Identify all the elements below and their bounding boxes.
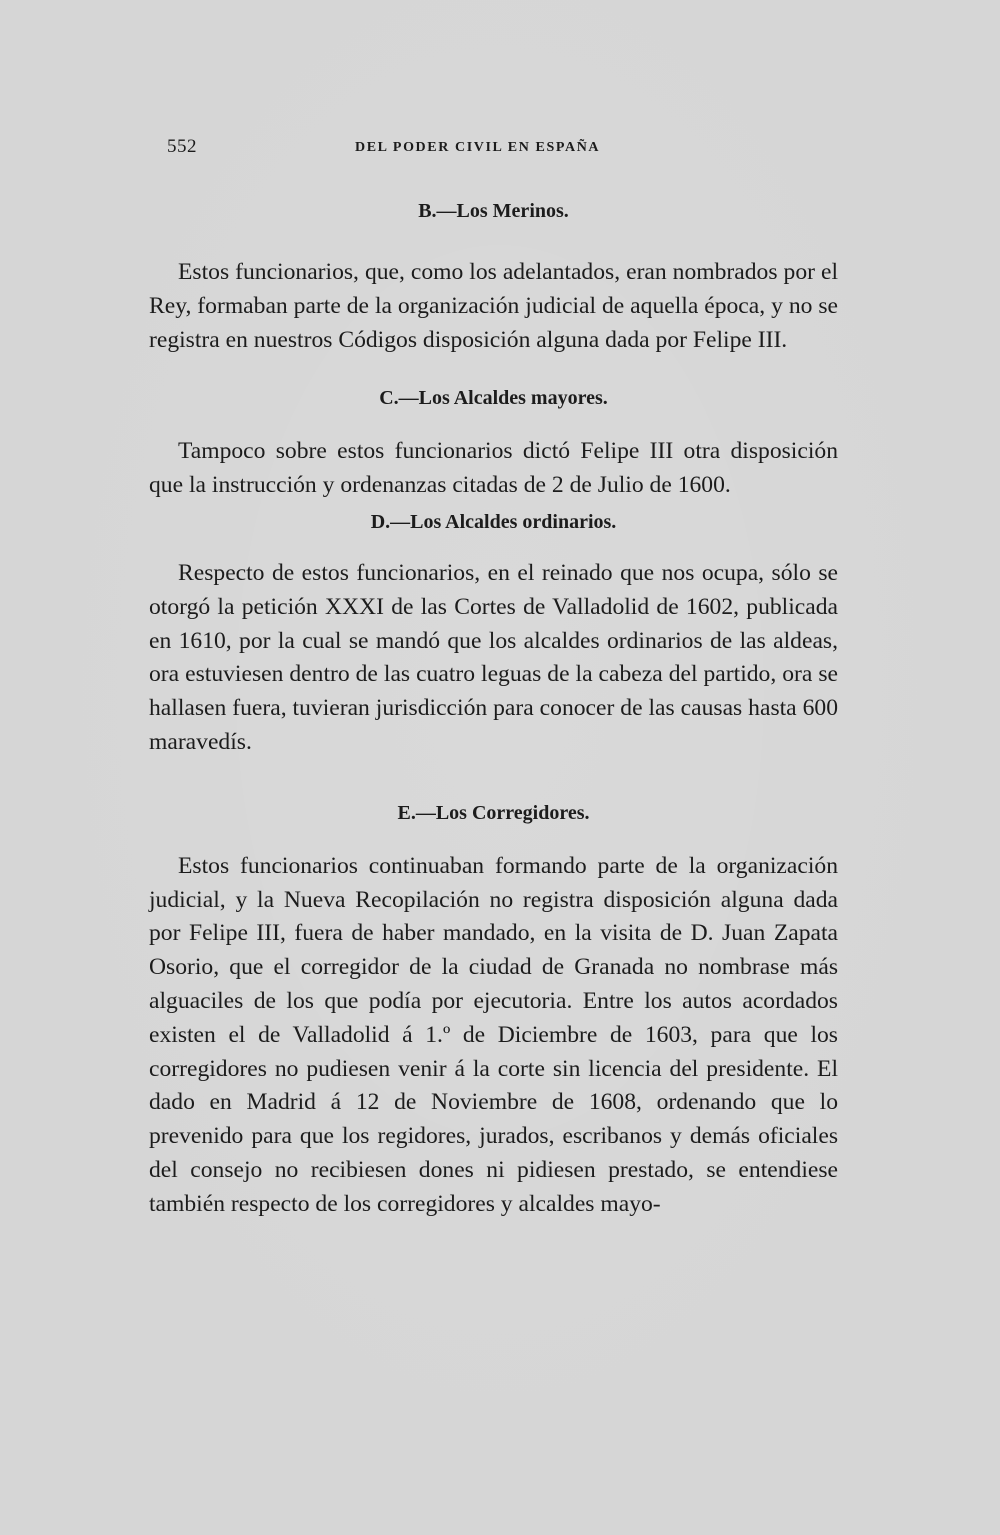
paragraph-merinos: Estos funcionarios, que, como los adelantados, eran nombrados por el Rey, formaban parte de la organización judicial de aquella época, y no se registra en nuestros Códigos disposición alguna dada por Felipe III. xyxy=(149,259,838,353)
paragraph-alcaldes-mayores: Tampoco sobre estos funcionarios dictó Felipe III otra disposición que la instrucción y ordenanzas citadas de 2 de Julio de 1600. xyxy=(149,438,838,499)
running-head xyxy=(167,136,837,160)
page-number: 552 xyxy=(167,136,197,157)
section-heading-merinos: B.—Los Merinos. xyxy=(418,200,569,222)
paragraph-alcaldes-ordinarios: Respecto de estos funcionarios, en el reinado que nos ocupa, sólo se otorgó la petición XXXI de las Cortes de Valladolid de 1602, publicada en 1610, por la cual se mandó que los alcaldes ordinarios de las aldeas, ora estuviesen dentro de las cuatro leguas de la cabeza del partido, ora se hallasen fuera, tuvieran jurisdicción para conocer de las causas hasta 600 maravedís. xyxy=(149,559,838,755)
paragraph-corregidores: Estos funcionarios continuaban formando parte de la organización judicial, y la Nueva Recopilación no registra disposición alguna dada por Felipe III, fuera de haber mandado, en la visita de D. Juan Zapata Osorio, que el corregidor de la ciudad de Granada no nombrase más alguaciles de los que podía por ejecutoria. Entre los autos acordados existen el de Valladolid á 1.º de Diciembre de 1603, para que los corregidores no pudiesen venir á la corte sin licencia del presidente. El dado en Madrid á 12 de Noviembre de 1608, ordenando que lo prevenido para que los regidores, jurados, escribanos y demás oficiales del consejo no recibiesen dones ni pidiesen prestado, se entendiese también respecto de los corregidores y alcaldes mayo- xyxy=(149,852,838,1217)
section-heading-corregidores: E.—Los Corregidores. xyxy=(397,801,590,824)
running-title: DEL PODER CIVIL EN ESPAÑA xyxy=(355,140,601,155)
page-body xyxy=(149,196,838,1222)
section-heading-alcaldes-ordinarios: D.—Los Alcaldes ordinarios. xyxy=(370,510,617,533)
section-heading-alcaldes-mayores: C.—Los Alcaldes mayores. xyxy=(379,387,608,410)
